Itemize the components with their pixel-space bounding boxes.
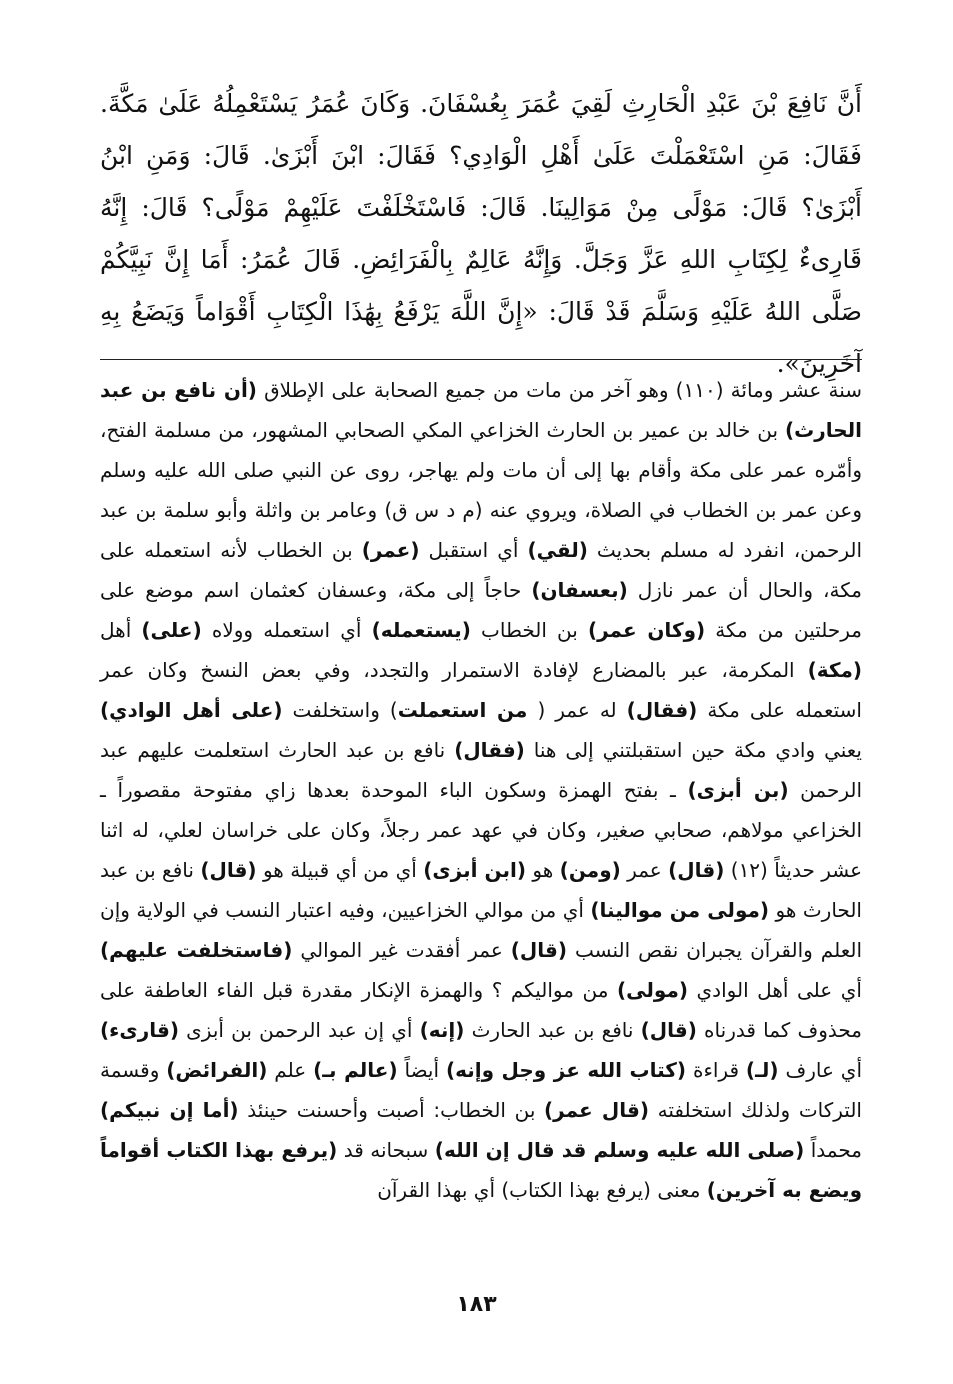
commentary-keyword: (عالم بـ) <box>313 1058 398 1082</box>
commentary-keyword: (مولى من موالينا) <box>590 898 770 922</box>
commentary-text: أهل <box>100 618 142 642</box>
commentary-keyword: (صلى الله عليه وسلم قد قال إن الله) <box>434 1138 805 1162</box>
commentary-keyword: (فاستخلفت عليهم) <box>100 938 293 962</box>
commentary-text: أي من أي قبيلة هو <box>256 858 424 882</box>
commentary-keyword: (فقال) <box>454 738 525 762</box>
commentary-keyword: (بعسفان) <box>531 578 628 602</box>
commentary-text: علم <box>267 1058 314 1082</box>
commentary-text: أي عارف <box>778 1058 862 1082</box>
commentary-text: أي على أهل الوادي <box>687 978 862 1002</box>
commentary-keyword: (لقي) <box>527 538 588 562</box>
commentary-text: ـ بفتح الهمزة وسكون الباء الموحدة بعدها زاي مفتوحة مقصوراً ـ الخزاعي مولاهم، صحابي صغير، وكان في عهد عمر رجلاً، وكان على خراسان لعلي، له اثنا عشر حديثاً (١٢) <box>100 778 863 882</box>
commentary-keyword: (قال) <box>668 858 725 882</box>
commentary-text: سبحانه قد <box>337 1138 435 1162</box>
commentary-text: له عمر ( <box>527 698 627 722</box>
commentary-text: أي من موالي الخزاعيين، وفيه اعتبار النسب في الولاية وإن العلم والقرآن يجبران نقص النسب <box>100 898 862 962</box>
commentary-text: بن الخطاب: أصبت وأحسنت حينئذ <box>238 1098 545 1122</box>
commentary-keyword: (قارىء) <box>100 1018 179 1042</box>
commentary-text: عمر <box>620 858 669 882</box>
commentary-text: عمر أفقدت غير الموالي <box>292 938 511 962</box>
commentary-keyword: (على أهل الوادي) <box>100 698 283 722</box>
commentary-text: يعني وادي مكة حين استقبلتني إلى هنا <box>524 738 862 762</box>
commentary-keyword: من استعملت <box>397 698 528 722</box>
commentary-keyword: (عمر) <box>361 538 420 562</box>
commentary-keyword: (فقال) <box>626 698 698 722</box>
page-number: ١٨٣ <box>456 1292 497 1317</box>
commentary-keyword: (يستعمله) <box>371 618 471 642</box>
commentary-keyword: (ابن أبزى) <box>423 858 526 882</box>
commentary-text: بن خالد بن عمير بن الحارث الخزاعي المكي الصحابي المشهور، من مسلمة الفتح، وأمّره عمر على مكة وأقام بها إلى أن مات ولم يهاجر، روى عن النبي صلى الله عليه وسلم وعن عمر بن الخطاب في الصلاة، ويروي عنه (م د س ق) وعامر بن واثلة وأبو سلمة بن عبد الرحمن، انفرد له مسلم بحديث <box>100 418 863 562</box>
commentary-keyword: (قال عمر) <box>544 1098 649 1122</box>
commentary-text: هو <box>525 858 560 882</box>
commentary-keyword: (مكة) <box>807 658 862 682</box>
commentary-paragraph <box>100 370 862 1210</box>
commentary-text: ) واستخلفت <box>282 698 398 722</box>
commentary-text: معنى (يرفع بهذا الكتاب) أي بهذا القرآن <box>377 1178 707 1202</box>
footnote-separator-rule <box>100 359 862 360</box>
commentary-keyword: (أن نافع بن عبد الحارث) <box>100 378 862 442</box>
commentary-keyword: (يرفع بهذا الكتاب أقواماً ويضع به آخرين) <box>100 1138 862 1202</box>
commentary-text: أي إن عبد الرحمن بن أبزى <box>178 1018 420 1042</box>
commentary-text: بن الخطاب لأنه استعمله على مكة، والحال أن عمر نازل <box>100 538 862 602</box>
hadith-paragraph: أَنَّ نَافِعَ بْنَ عَبْدِ الْحَارِثِ لَقِيَ عُمَرَ بِعُسْفَانَ. وَكَانَ عُمَرُ يَسْتَعْمِلُهُ عَلَىٰ مَكَّةَ. فَقَالَ: مَنِ اسْتَعْمَلْتَ عَلَىٰ أَهْلِ الْوَادِي؟ فَقَالَ: ابْنَ أَبْزَىٰ. قَالَ: وَمَنِ ابْنُ أَبْزَىٰ؟ قَالَ: مَوْلًى مِنْ مَوَالِينَا. قَالَ: فَاسْتَخْلَفْتَ عَلَيْهِمْ مَوْلًى؟ قَالَ: إِنَّهُ قَارِىءٌ لِكِتَابِ اللهِ عَزَّ وَجَلَّ. وَإِنَّهُ عَالِمٌ بِالْفَرَائِضِ. قَالَ عُمَرُ: أَمَا إِنَّ نَبِيَّكُمْ صَلَّى اللهُ عَلَيْهِ وَسَلَّمَ قَدْ قَالَ: «إِنَّ اللَّهَ يَرْفَعُ بِهَٰذَا الْكِتَابِ أَقْوَاماً وَيَضَعُ بِهِ آخَرِينَ». <box>100 89 862 378</box>
commentary-text: محمداً <box>804 1138 862 1162</box>
commentary-keyword: (ومن) <box>559 858 621 882</box>
commentary-keyword: (وكان عمر) <box>587 618 706 642</box>
hadith-text-block <box>100 78 862 390</box>
commentary-text: حاجاً إلى مكة، وعسفان كعثمان اسم موضع على مرحلتين من مكة <box>100 578 862 642</box>
commentary-keyword: (قال) <box>510 938 567 962</box>
commentary-text: المكرمة، عبر بالمضارع لإفادة الاستمرار والتجدد، وفي بعض النسخ وكان عمر استعمله على مكة <box>100 658 862 722</box>
commentary-text: سنة عشر ومائة (١١٠) وهو آخر من مات من جميع الصحابة على الإطلاق <box>256 378 862 402</box>
commentary-keyword: (الفرائض) <box>166 1058 268 1082</box>
commentary-text: نافع بن عبد الحارث هو <box>100 858 862 922</box>
commentary-keyword: (قال) <box>640 1018 697 1042</box>
commentary-text: من مواليكم ؟ والهمزة الإنكار مقدرة قبل الفاء العاطفة على محذوف كما قدرناه <box>100 978 862 1042</box>
commentary-keyword: (إنه) <box>419 1018 465 1042</box>
commentary-keyword: (كتاب الله عز وجل وإنه) <box>445 1058 687 1082</box>
commentary-text: أيضاً <box>397 1058 446 1082</box>
commentary-text: نافع بن عبد الحارث استعلمت عليهم عبد الرحمن <box>100 738 863 802</box>
commentary-keyword: (لـ) <box>745 1058 779 1082</box>
commentary-text: أي استعمله وولاه <box>201 618 372 642</box>
commentary-text: بن الخطاب <box>470 618 588 642</box>
commentary-text: وقسمة التركات ولذلك استخلفته <box>100 1058 862 1122</box>
commentary-keyword: (أما إن نبيكم) <box>100 1098 239 1122</box>
commentary-block <box>100 370 862 1210</box>
commentary-keyword: (على) <box>141 618 202 642</box>
commentary-keyword: (بن أبزى) <box>687 778 789 802</box>
commentary-text: قراءة <box>686 1058 746 1082</box>
commentary-text: أي استقبل <box>419 538 528 562</box>
commentary-keyword: (قال) <box>200 858 257 882</box>
commentary-keyword: (مولى) <box>617 978 688 1002</box>
commentary-text: نافع بن عبد الحارث <box>464 1018 641 1042</box>
